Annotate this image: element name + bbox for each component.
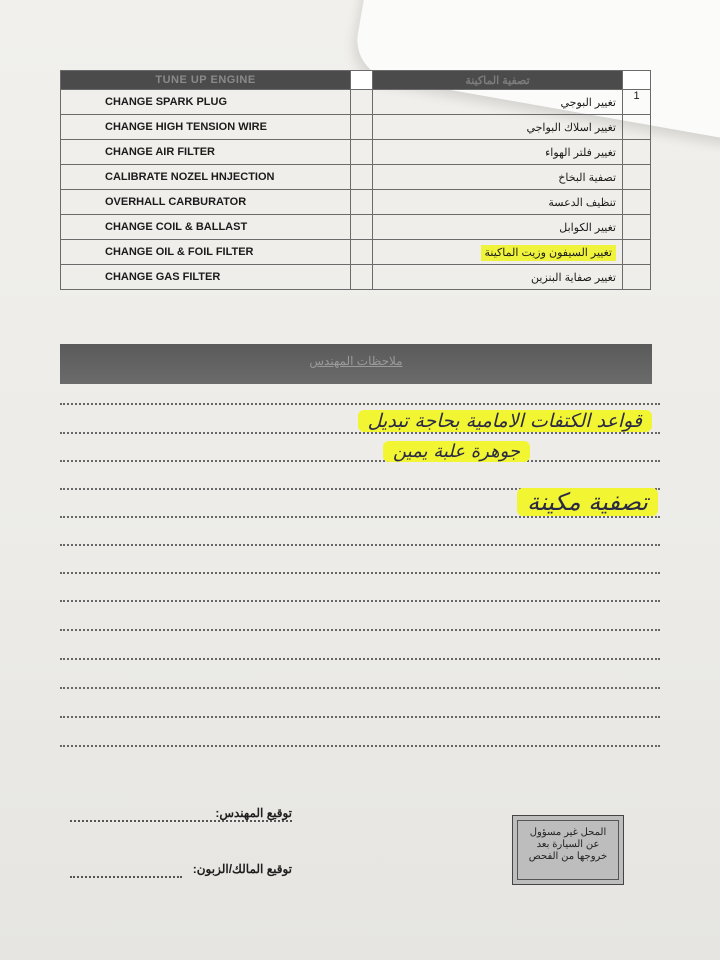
task-arabic: تغيير البوجي xyxy=(373,90,623,115)
header-arabic: تصفية الماكينة xyxy=(373,71,623,90)
row-number-cell: 1 xyxy=(623,90,651,115)
notes-title: ملاحظات المهندس xyxy=(309,354,403,368)
note-line xyxy=(60,460,660,462)
task-arabic: تغيير صفاية البنزين xyxy=(373,265,623,290)
table-row xyxy=(61,140,651,165)
table-row xyxy=(61,240,651,265)
check-cell xyxy=(351,165,373,190)
note-line xyxy=(60,572,660,574)
task-english: CHANGE OIL & FOIL FILTER xyxy=(61,240,351,265)
check-cell xyxy=(351,240,373,265)
task-arabic: تصفية البخاخ xyxy=(373,165,623,190)
check-cell xyxy=(351,215,373,240)
task-english: CHANGE GAS FILTER xyxy=(61,265,351,290)
table-header-row xyxy=(61,71,651,90)
row-number-cell xyxy=(623,215,651,240)
handwritten-note-1: قواعد الكتفات الامامية بحاجة تبديل xyxy=(358,410,652,432)
note-line xyxy=(60,516,660,518)
check-cell xyxy=(351,140,373,165)
notes-header-bar xyxy=(60,344,652,384)
table-row xyxy=(61,115,651,140)
task-arabic: تغيير فلتر الهواء xyxy=(373,140,623,165)
note-line xyxy=(60,687,660,689)
table-row xyxy=(61,90,651,115)
note-line xyxy=(60,403,660,405)
check-cell xyxy=(351,115,373,140)
task-english: OVERHALL CARBURATOR xyxy=(61,190,351,215)
table-row xyxy=(61,190,651,215)
disclaimer-stamp xyxy=(512,815,624,885)
engineer-signature-label: توقيع المهندس: xyxy=(215,806,292,820)
table-body xyxy=(61,90,651,290)
stamp-line: المحل غير مسؤول xyxy=(529,827,607,838)
task-english: CHANGE SPARK PLUG xyxy=(61,90,351,115)
row-number-cell xyxy=(623,165,651,190)
note-line xyxy=(60,716,660,718)
row-number-cell xyxy=(623,265,651,290)
row-number-cell xyxy=(623,240,651,265)
note-line xyxy=(60,658,660,660)
row-number-cell xyxy=(623,115,651,140)
engineer-signature-line[interactable] xyxy=(70,820,292,822)
header-english: TUNE UP ENGINE xyxy=(61,71,351,90)
tune-up-table xyxy=(60,70,651,290)
task-english: CHANGE HIGH TENSION WIRE xyxy=(61,115,351,140)
note-line xyxy=(60,544,660,546)
task-arabic: تنظيف الدعسة xyxy=(373,190,623,215)
table-row xyxy=(61,265,651,290)
header-number-cell xyxy=(623,71,651,90)
task-english: CALIBRATE NOZEL HNJECTION xyxy=(61,165,351,190)
task-english: CHANGE AIR FILTER xyxy=(61,140,351,165)
check-cell xyxy=(351,90,373,115)
owner-signature-line[interactable] xyxy=(70,876,182,878)
check-cell xyxy=(351,265,373,290)
row-number-cell xyxy=(623,190,651,215)
table-row xyxy=(61,165,651,190)
header-gap xyxy=(351,71,373,90)
row-number-cell xyxy=(623,140,651,165)
task-arabic xyxy=(373,240,623,265)
check-cell xyxy=(351,190,373,215)
note-line xyxy=(60,600,660,602)
handwritten-note-2: جوهرة علبة يمين xyxy=(383,441,530,462)
task-arabic: تغيير اسلاك البواجي xyxy=(373,115,623,140)
owner-signature-label: توقيع المالك/الزبون: xyxy=(192,862,292,876)
stamp-line: عن السيارة بعد xyxy=(536,839,600,850)
highlighted-task-text: تغيير السيفون وزيت الماكينة xyxy=(481,245,617,261)
handwritten-note-3: تصفية مكينة xyxy=(517,488,658,516)
task-arabic: تغيير الكوابل xyxy=(373,215,623,240)
note-line xyxy=(60,629,660,631)
note-line xyxy=(60,745,660,747)
stamp-line: خروجها من الفحص xyxy=(528,851,608,862)
note-line xyxy=(60,432,660,434)
task-english: CHANGE COIL & BALLAST xyxy=(61,215,351,240)
table-row xyxy=(61,215,651,240)
stamp-text xyxy=(517,820,619,880)
